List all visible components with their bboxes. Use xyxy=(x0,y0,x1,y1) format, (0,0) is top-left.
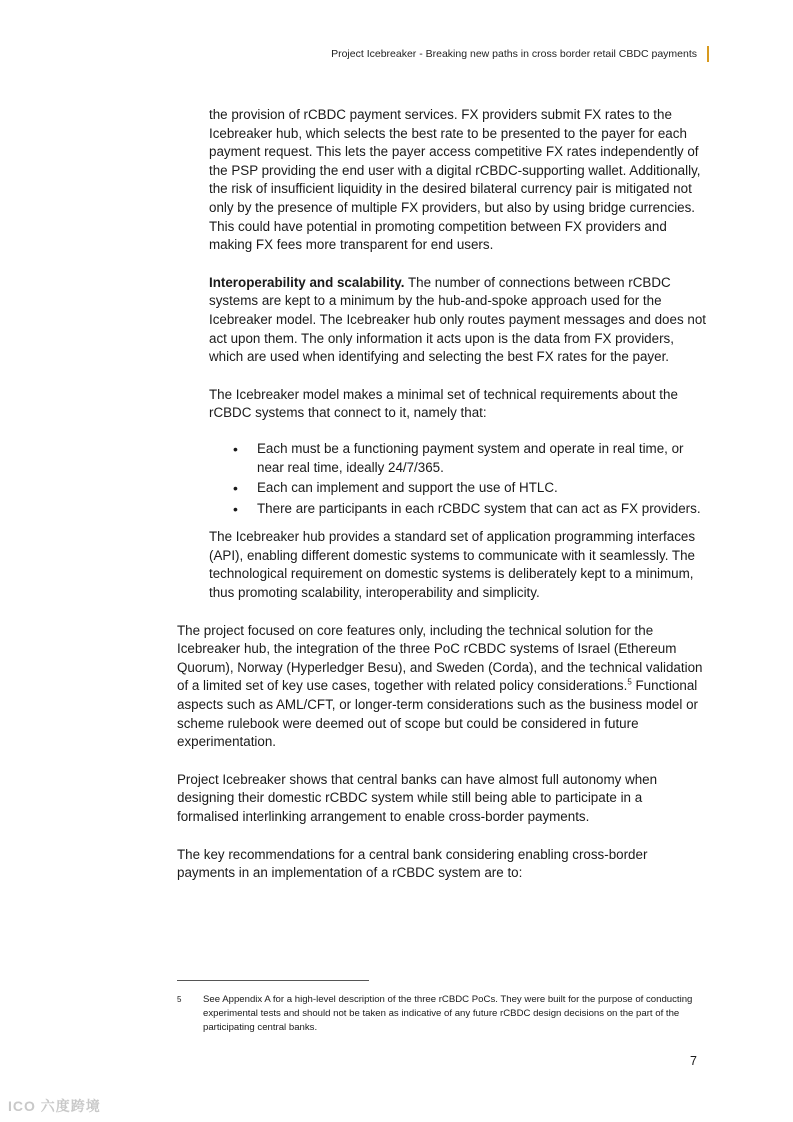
page-number: 7 xyxy=(690,1054,697,1068)
footnote-number: 5 xyxy=(177,995,182,1004)
running-title: Project Icebreaker - Breaking new paths in cross border retail CBDC payments xyxy=(331,48,697,60)
paragraph-autonomy: Project Icebreaker shows that central banks can have almost full autonomy when designing their domestic rCBDC system while still being able to participate in a formalised interlinking arrangement to enable cross-border payments. xyxy=(177,771,658,824)
main-text xyxy=(177,106,707,883)
requirements-list xyxy=(177,440,707,518)
footnote xyxy=(177,993,707,1035)
paragraph-project-scope xyxy=(177,622,707,752)
footnote-reference[interactable]: 5 xyxy=(627,677,632,687)
list-item: • Each can implement and support the use of HTLC. xyxy=(257,479,707,498)
paragraph-requirements-intro: The Icebreaker model makes a minimal set of technical requirements about the rCBDC systems that connect to it, namely that: xyxy=(209,386,678,421)
paragraph-interoperability-text: The number of connections between rCBDC systems are kept to a minimum by the hub-and-spoke approach used for the Icebreaker model. The Icebreaker hub only routes payment messages and does not act upon them. The only information it acts upon is the data from FX providers, which are used when identifying and selecting the best FX rates for the payer. xyxy=(209,274,706,365)
paragraph-project-scope-b: Functional aspects such as AML/CFT, or longer-term considerations such as the business model or scheme rulebook were deemed out of scope but could be considered in future experimentation. xyxy=(177,678,698,750)
paragraph-lead-heading: Interoperability and scalability. xyxy=(209,274,405,290)
paragraph-interoperability xyxy=(177,274,707,367)
footnote-divider xyxy=(177,980,369,981)
header-accent-rule xyxy=(707,46,709,62)
list-item: • Each must be a functioning payment system and operate in real time, or near real time, ideally 24/7/365. xyxy=(257,440,707,477)
footnote-text: See Appendix A for a high-level description of the three rCBDC PoCs. They were built for the purpose of conducting experimental tests and should not be taken as indicative of any future rCBDC design decisions on the part of the participating central banks. xyxy=(203,994,693,1033)
watermark-logo: ICO 六度跨境 xyxy=(8,1098,101,1114)
paragraph-project-scope-a: The project focused on core features only, including the technical solution for the Icebreaker hub, the integration of the three PoC rCBDC systems of Israel (Ethereum Quorum), Norway (Hyperledger Besu), and Sweden (Corda), and the technical validation of a limited set of key use cases, together with related policy considerations. xyxy=(177,622,703,694)
list-item: • There are participants in each rCBDC system that can act as FX providers. xyxy=(257,500,707,519)
running-header xyxy=(331,46,709,62)
paragraph-fx-providers: the provision of rCBDC payment services. FX providers submit FX rates to the Icebreaker hub, which selects the best rate to be presented to the payer for each payment request. This lets the payer access competitive FX rates independently of the PSP providing the end user with a digital rCBDC-supporting wallet. Additionally, the risk of insufficient liquidity in the desired bilateral currency pair is mitigated not only by the presence of multiple FX providers, but also by using bridge currencies. This could have potential in promoting competition between FX providers and making FX fees more transparent for end users. xyxy=(209,107,701,253)
paragraph-recommendations-intro: The key recommendations for a central bank considering enabling cross-border payments in an implementation of a rCBDC system are to: xyxy=(177,846,648,881)
paragraph-api: The Icebreaker hub provides a standard set of application programming interfaces (API), enabling different domestic systems to communicate with it seamlessly. The technological requirement on domestic systems is deliberately kept to a minimum, thus promoting scalability, interoperability and simplicity. xyxy=(209,529,696,601)
